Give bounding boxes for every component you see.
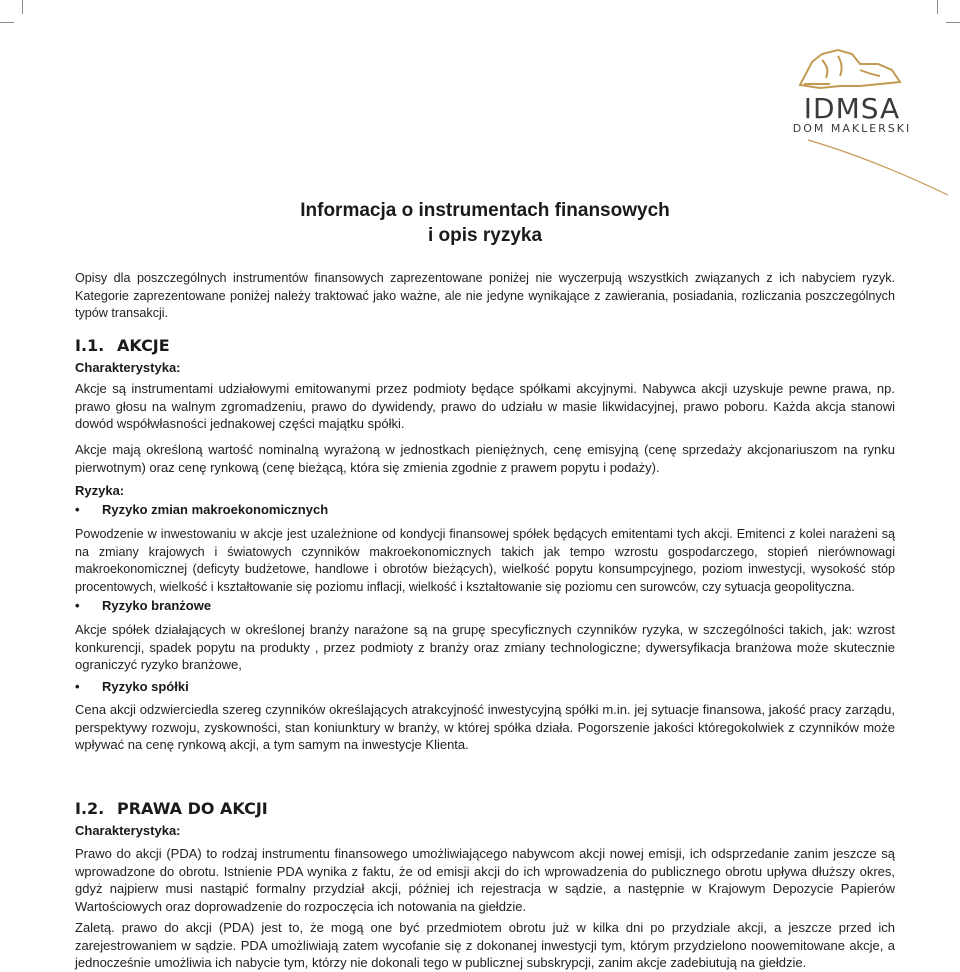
pda-paragraph-2: Zaletą. prawo do akcji (PDA) jest to, że mogą one być przedmiotem obrotu już w kilka dni po przydziale akcji, a jeszcze przed ich zarejestrowaniem w sądzie. PDA umożliwiają zatem wycofanie się z dokonanej inwestycji tym, którym przydzielono noowemitowane akcje, a jednocześnie umożliwia ich nabycie tym, którzy nie dokonali tego w publicznej subskrypcji, zanim akcje zadebiutują na giełdzie. xyxy=(75,920,895,970)
company-logo xyxy=(760,40,960,210)
page-title xyxy=(200,198,770,248)
section-title: PRAWA DO AKCJI xyxy=(117,799,268,818)
characteristics-label: Charakterystyka: xyxy=(75,823,181,838)
section-number: I.1. xyxy=(75,336,105,355)
pda-paragraph-1: Prawo do akcji (PDA) to rodzaj instrumentu finansowego umożliwiającego nabywcom akcji nowej emisji, ich odsprzedanie zanim jeszcze są wprowadzone do obrotu. Istnienie PDA wynika z faktu, że od emisji akcji do ich wprowadzenia do publicznego obrotu upływa dłuższy okres, gdyż najpierw musi nastąpić formalny przydział akcji, później ich rejestracja w sądzie, a następnie w Krajowym Depozycie Papierów Wartościowych oraz doprowadzenie do rozpoczęcia ich notowania na giełdzie. xyxy=(75,846,895,914)
risk-item xyxy=(75,679,189,694)
risk-description: Akcje spółek działających w określonej branży narażone są na grupę specyficznych czynników ryzyka, w szczególności takich, jak: wzrost konkurencji, spadek popytu na produkty , przez podmioty z branży oraz zmiany technologiczne; dywersyfikacja branżowa może skutecznie ograniczyć ryzyko branżowe, xyxy=(75,622,895,672)
akcje-paragraph-2: Akcje mają określoną wartość nominalną wyrażoną w jednostkach pieniężnych, cenę emisyjną (cenę sprzedaży akcjonariuszom na rynku pierwotnym) oraz cenę rynkową (cenę bieżącą, która się zmienia zgodnie z prawem popytu i podaży). xyxy=(75,442,895,475)
risk-title: Ryzyko branżowe xyxy=(102,598,212,613)
risk-title: Ryzyko spółki xyxy=(102,679,189,694)
risk-item xyxy=(75,502,328,517)
crop-mark xyxy=(0,22,14,23)
bullet-icon: • xyxy=(75,598,80,613)
crop-mark xyxy=(937,0,938,14)
section-heading-akcje xyxy=(75,336,170,355)
crop-mark xyxy=(946,22,960,23)
section-number: I.2. xyxy=(75,799,105,818)
bullet-icon: • xyxy=(75,502,80,517)
logo-subtitle: DOM MAKLERSKI xyxy=(792,122,912,135)
title-line-2: i opis ryzyka xyxy=(427,225,543,246)
intro-paragraph: Opisy dla poszczególnych instrumentów finansowych zaprezentowane poniżej nie wyczerpują wszystkich związanych z ich nabyciem ryzyk. Kategorie zaprezentowane poniżej należy traktować jako ważne, ale nie jedyne wynikające z zawierania, posiadania, rozliczania poszczególnych typów transakcji. xyxy=(75,271,895,320)
logo-wordmark: IDMSA xyxy=(803,92,901,125)
characteristics-label: Charakterystyka: xyxy=(75,360,181,375)
risks-label: Ryzyka: xyxy=(75,483,125,498)
risk-title: Ryzyko zmian makroekonomicznych xyxy=(102,502,329,517)
risk-item xyxy=(75,598,211,613)
crop-mark xyxy=(22,0,23,14)
section-title: AKCJE xyxy=(117,336,170,355)
title-line-1: Informacja o instrumentach finansowych xyxy=(300,200,670,221)
risk-description: Powodzenie w inwestowaniu w akcje jest uzależnione od kondycji finansowej spółek będących emitentami tych akcji. Emitenci z kolei narażeni są na zmiany krajowych i światowych czynników makroekonomicznych takich jak tempo wzrostu gospodarczego, stopień nierównowagi makroekonomicznej (deficyty budżetowe, handlowe i obrotów bieżących), wielkość popytu konsumpcyjnego, poziom inwestycji, wysokość stóp procentowych, wielkość i kształtowanie się poziomu inflacji, wielkość i kształtowanie się poziomu cen surowców, czy sytuacja geopolityczna. xyxy=(75,527,895,594)
akcje-paragraph-1: Akcje są instrumentami udziałowymi emitowanymi przez podmioty będące spółkami akcyjnymi. Nabywca akcji uzyskuje pewne prawa, np. prawo głosu na walnym zgromadzeniu, prawo do dywidendy, prawo do udziału w masie likwidacyjnej, prawo poboru. Każda akcja stanowi dowód współwłasności jednakowej części majątku spółki. xyxy=(75,381,895,431)
risk-description: Cena akcji odzwierciedla szereg czynników określających atrakcyjność inwestycyjną spółki m.in. jej sytuacje finansowa, jakość pracy zarządu, perspektywy rozwoju, zyskowności, stan koniunktury w branży, w której spółka działa. Pogorszenie jakości któregokolwiek z czynników może wpływać na cenę rynkową akcji, a tym samym na inwestycje Klienta. xyxy=(75,702,895,752)
bullet-icon: • xyxy=(75,679,80,694)
section-heading-prawa-do-akcji xyxy=(75,799,268,818)
